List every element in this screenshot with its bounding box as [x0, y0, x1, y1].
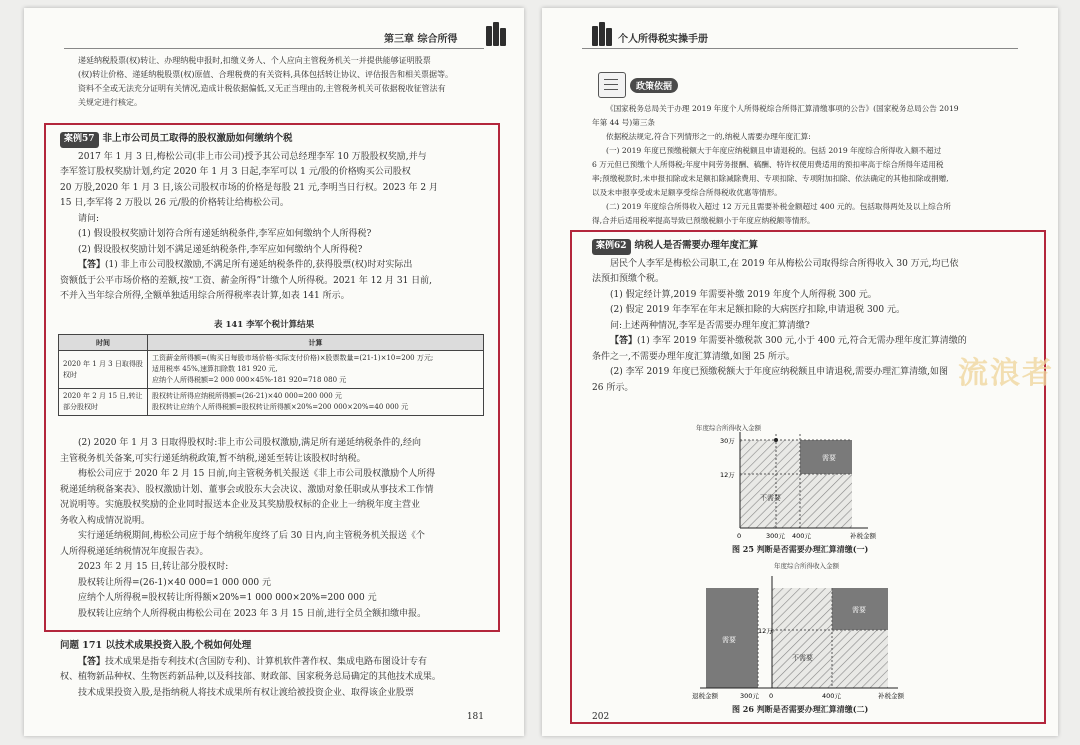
document-icon: [598, 72, 626, 98]
figure-26-caption: 图 26 判断是否需要办理汇算清缴(二): [732, 704, 869, 714]
tick-label: 400元: [792, 532, 811, 540]
case-57: 案例57 非上市公司员工取得的股权激励如何缴纳个税 2017 年 1 月 3 日,梅松公司(非上市公司)授予其公司总经理李军 10 万股股权奖励,并与 李军签订股权奖励计划,约定 2020 年 1 月 3 日起,李军可以 1 元/股的价格购买公司股权 20 万股,2020 年 1 月 3 日,该公司股权市场的价格是每股 21 元,李明当日行权。2023 年 2 月 15 日,李军将 2 万股以 26 元/股的价格转让给梅松公司。 请问: (1) 假设股权奖励计划符合所有递延纳税条件,李军应如何缴纳个人所得税? (2) 假设股权奖励计划不满足递延纳税条件,李军应如何缴纳个人所得税? 【答】(1) 非上市公司股权激励,不满足所有递延纳税条件的,获得股票(权)时对实际出 资额低于公平市场价格的差额,按“工资、薪金所得”计缴个人所得税。2021 年 12 月 31 日前, 不并入当年综合所得,全额单独适用综合所得税率表计算,如表 141 所示。: [60, 133, 438, 301]
tick-label: 300元: [740, 692, 759, 700]
policy-label: 政策依据: [630, 78, 678, 93]
case-tag: 案例57: [60, 132, 99, 148]
figure-25-caption: 图 25 判断是否需要办理汇算清缴(一): [732, 544, 869, 554]
tick-label: 12万: [758, 627, 773, 635]
tick-label: 12万: [720, 471, 735, 479]
answer-label: 【答】: [610, 336, 638, 346]
books-icon: [592, 22, 614, 46]
data-point: [774, 438, 778, 442]
table-header: 时间: [59, 335, 148, 351]
region-no-need: [740, 440, 800, 528]
policy-text: 《国家税务总局关于办理 2019 年度个人所得税综合所得汇算清缴事项的公告》(国家税务总局公告 2019 年第 44 号)第三条 依据税法规定,符合下列情形之一的,纳税人需要办理年度汇算: (一) 2019 年度已预缴税额大于年度应纳税额且申请退税的。包括 2019 年度综合所得收入额不超过 6 万元但已预缴个人所得税;年度中间劳务报酬、稿酬、特许权使用费适用的预扣率高于综合所得年适用税 率;预缴税款时,未申报扣除或未足额扣除减除费用、专项扣除、专项附加扣除、依法确定的其他扣除或捐赠, 以及未申报享受或未足额享受综合所得税收优惠等情形。 (二) 2019 年度综合所得收入超过 12 万元且需要补税金额超过 400 元的。包括取得两处及以上综合所 得,合并后适用税率提高导致已预缴税额小于年度应纳税额等情形。: [592, 104, 959, 225]
x-axis-right-label: 补税金额: [878, 692, 904, 700]
tick-label: 0: [769, 692, 774, 700]
book-header: 个人所得税实操手册: [618, 34, 708, 45]
region-label: 需要: [822, 454, 836, 462]
case-title: 纳税人是否需要办理年度汇算: [634, 240, 759, 251]
region-label: 不需要: [792, 654, 813, 662]
case-title: 非上市公司员工取得的股权激励如何缴纳个税: [102, 133, 293, 144]
chapter-header: 第三章 综合所得: [384, 34, 458, 45]
tick-label: 300元: [766, 532, 785, 540]
case-tag: 案例62: [592, 239, 631, 255]
region-label: 需要: [722, 636, 736, 644]
page-number: 181: [466, 712, 484, 722]
answer-label: 【答】: [78, 260, 106, 270]
tick-label: 400元: [822, 692, 841, 700]
left-page: [24, 8, 524, 736]
table-title: 表 141 李军个税计算结果: [214, 320, 315, 330]
table-row: 2020 年 2 月 15 日,转让部分股权时 股权转让所得应纳税所得额=(26-21)×40 000=200 000 元 股权转让应纳个人所得税额=股权转让所得额×20%=200 000×20%=40 000 元: [59, 389, 484, 416]
region-label: 需要: [852, 606, 866, 614]
x-axis-label: 补税金额: [850, 532, 876, 540]
tick-label: 0: [737, 532, 742, 540]
x-axis-left-label: 退税金额: [692, 692, 718, 700]
watermark: 流浪者: [958, 356, 1054, 391]
figure-26-diagram: [692, 560, 922, 702]
books-icon: [486, 22, 508, 46]
y-axis-label: 年度综合所得收入金额: [774, 562, 839, 570]
intro-text: 递延纳税股票(权)转让、办理纳税申报时,扣缴义务人、个人应向主管税务机关一并提供能够证明股票 (权)转让价格、递延纳税股票(权)原值、合理税费的有关资料,具体包括转让协议、评估报告和相关票据等。 资料不全或无法充分证明有关情况,造成计税依据偏低,又无正当理由的,主管税务机关可依据税收征管法有 关规定进行核定。: [78, 56, 454, 107]
table-header: 计算: [148, 335, 484, 351]
case-57-part2: (2) 2020 年 1 月 3 日取得股权时:非上市公司股权激励,满足所有递延纳税条件的,经向 主管税务机关备案,可实行递延纳税政策,暂不纳税,递延至转让该股权时纳税。 梅松公司应于 2020 年 2 月 15 日前,向主管税务机关报送《非上市公司股权激励个人所得 税递延纳税备案表》、股权激励计划、董事会或股东大会决议、激励对象任职或从事技术工作情 况说明等。实施股权奖励的企业同时报送本企业及其奖励股权标的企业上一纳税年度主营业 务收入构成情况说明。 实行递延纳税期间,梅松公司应于每个纳税年度终了后 30 日内,向主管税务机关报送《个 人所得税递延纳税情况年度报告表》。 2023 年 2 月 15 日,转让部分股权时: 股权转让所得=(26-1)×40 000=1 000 000 元 应纳个人所得税=股权转让所得额×20%=1 000 000×20%=200 000 元 股权转让应纳个人所得税由梅松公司在 2023 年 3 月 15 日前,进行全员全额扣缴申报。: [60, 438, 436, 619]
case-62: 案例62 纳税人是否需要办理年度汇算 居民个人李军是梅松公司职工,在 2019 年从梅松公司取得综合所得收入 30 万元,均已依 法预扣预缴个税。 (1) 假定经计算,2019 年需要补缴 2019 年度个人所得税 300 元。 (2) 假定 2019 年李军在年末足额扣除的大病医疗扣除,申请退税 300 元。 问:上述两种情况,李军是否需要办理年度汇算清缴? 【答】(1) 李军 2019 年需要补缴税款 300 元,小于 400 元,符合无需办理年度汇算清缴的 条件之一,不需要办理年度汇算清缴,如图 25 所示。 (2) 李军 2019 年度已预缴税额大于年度应纳税额且申请退税,需要办理汇算清缴,如图 26 所示。: [592, 240, 967, 393]
tick-label: 30万: [720, 437, 735, 445]
tax-calc-table: [58, 334, 484, 416]
figure-25-diagram: [692, 422, 922, 544]
question-title: 问题 171 以技术成果投资入股,个税如何处理: [60, 640, 252, 651]
table-row: 2020 年 1 月 3 日取得股权时 工资薪金所得额=(购买日每股市场价格-实际支付价格)×股票数量=(21-1)×10=200 万元; 适用税率 45%,速算扣除数 181 920 元, 应纳个人所得税额=2 000 000×45%-181 920=718 080 元: [59, 351, 484, 389]
region-no-need: [772, 588, 832, 688]
question-171: 问题 171 以技术成果投资入股,个税如何处理 【答】技术成果是指专利技术(含国防专利)、计算机软件著作权、集成电路布图设计专有 权、植物新品种权、生物医药新品种,以及科技部、财政部、国家税务总局确定的其他技术成果。 技术成果投资入股,是指纳税人将技术成果所有权让渡给被投资企业、取得该企业股票: [60, 638, 490, 701]
y-axis-label: 年度综合所得收入金额: [696, 424, 761, 432]
page-number: 202: [592, 712, 610, 722]
region-label: 不需要: [760, 494, 781, 502]
